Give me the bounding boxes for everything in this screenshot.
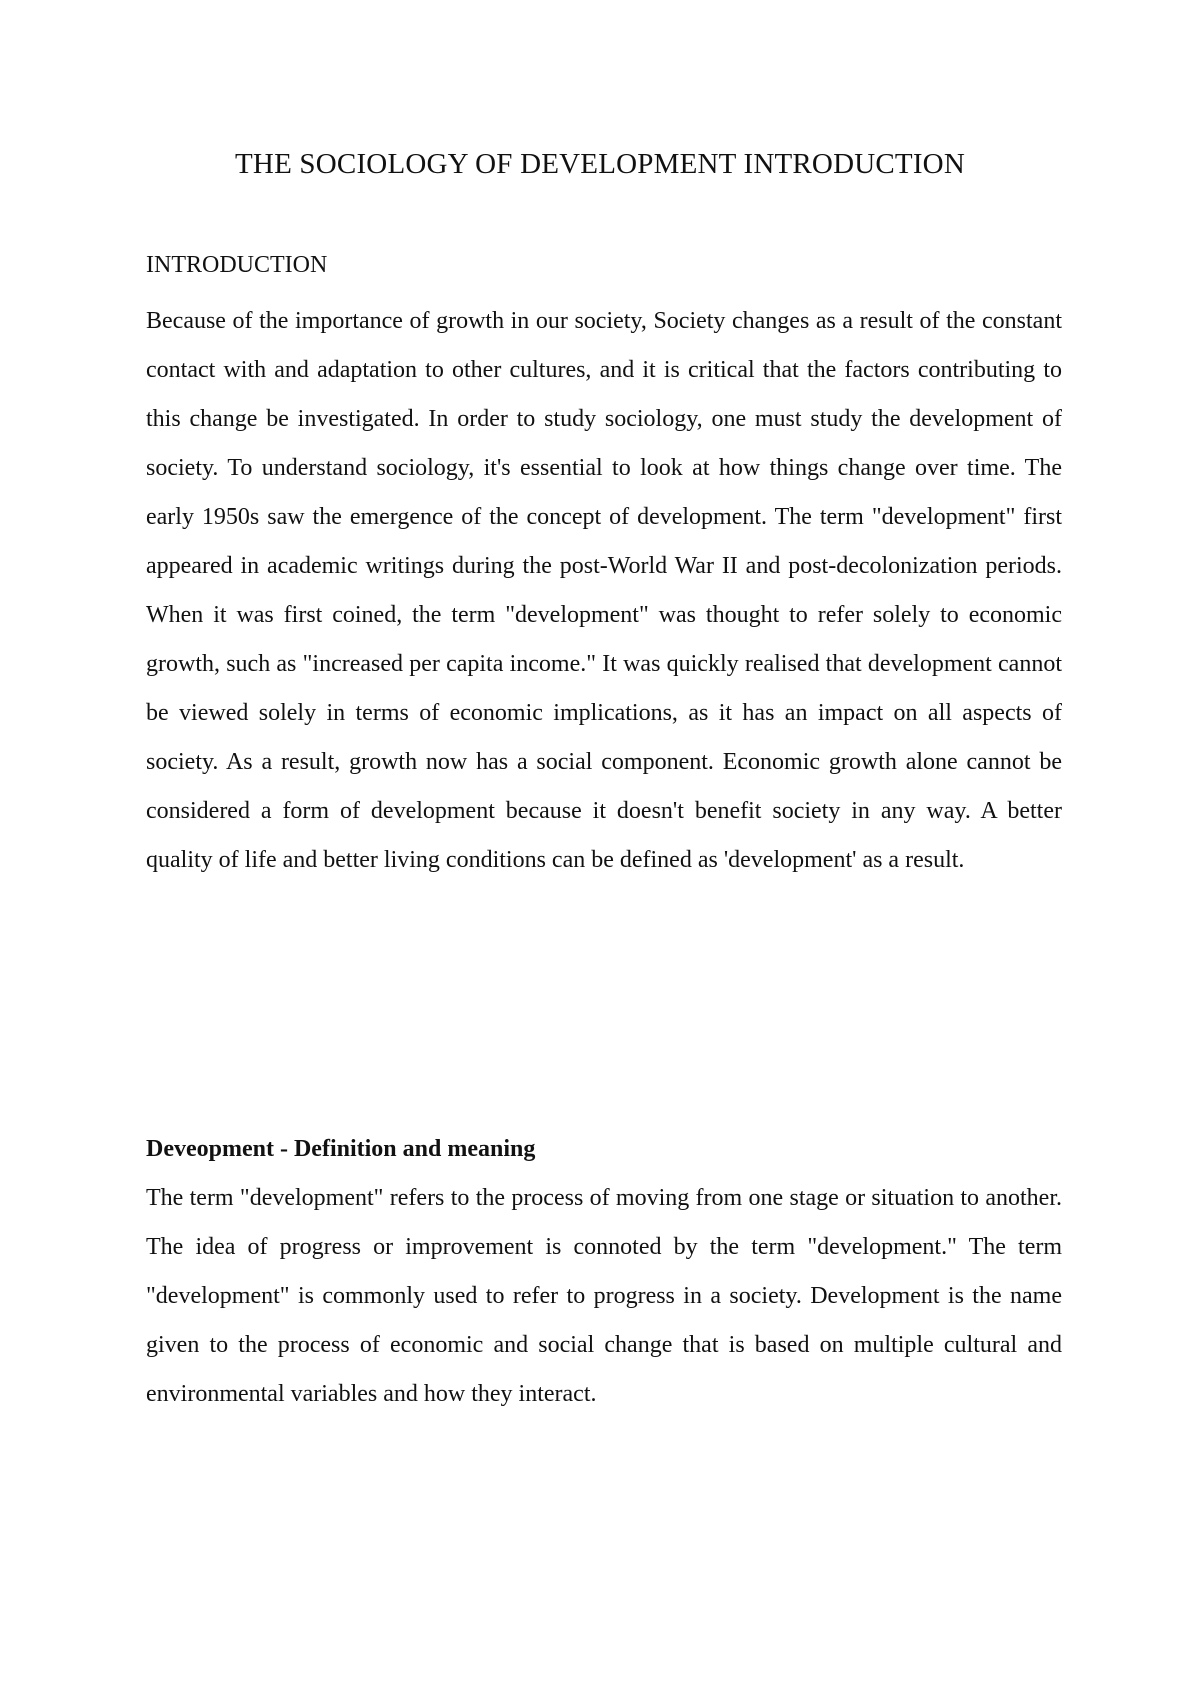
introduction-section xyxy=(146,251,1062,885)
document-title: THE SOCIOLOGY OF DEVELOPMENT INTRODUCTION xyxy=(235,148,965,180)
introduction-label: INTRODUCTION xyxy=(146,252,328,278)
definition-paragraph: The term "development" refers to the process of moving from one stage or situation to another. The idea of progress or improvement is connoted by the term "development." The term "development" is commonly used to refer to progress in a society. Development is the name given to the process of economic and social change that is based on multiple cultural and environmental variables and how they interact. xyxy=(146,1185,1062,1407)
introduction-paragraph: Because of the importance of growth in our society, Society changes as a result of the constant contact with and adaptation to other cultures, and it is critical that the factors contributing to this change be investigated. In order to study sociology, one must study the development of society. To understand sociology, it's essential to look at how things change over time. The early 1950s saw the emergence of the concept of development. The term "development" first appeared in academic writings during the post-World War II and post-decolonization periods. When it was first coined, the term "development" was thought to refer solely to economic growth, such as "increased per capita income." It was quickly realised that development cannot be viewed solely in terms of economic implications, as it has an impact on all aspects of society. As a result, growth now has a social component. Economic growth alone cannot be considered a form of development because it doesn't benefit society in any way. A better quality of life and better living conditions can be defined as 'development' as a result. xyxy=(146,308,1062,873)
definition-section xyxy=(146,1125,1062,1419)
definition-heading: Deveopment - Definition and meaning xyxy=(146,1136,536,1162)
